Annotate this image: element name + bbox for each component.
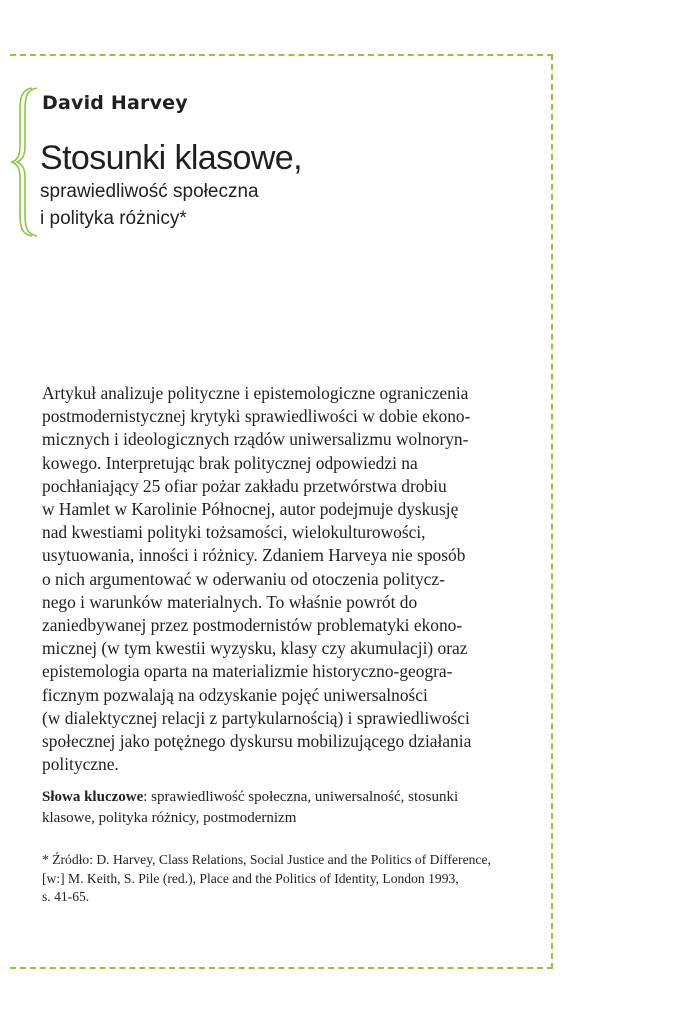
footnote-line: s. 41-65. xyxy=(42,889,90,904)
abstract-line: polityczne. xyxy=(42,754,119,775)
subtitle-line: sprawiedliwość społeczna xyxy=(40,181,259,202)
keywords xyxy=(42,787,522,829)
keywords-list: : sprawiedliwość społeczna, uniwersalność, stosunki xyxy=(143,789,459,805)
abstract-line: micznej (w tym kwestii wyzysku, klasy czy akumulacji) oraz xyxy=(42,638,468,659)
abstract-line: micznych i ideologicznych rządów uniwersalizmu wolnoryn- xyxy=(42,429,469,450)
article-subtitle xyxy=(40,178,259,232)
abstract-line: kowego. Interpretując brak politycznej odpowiedzi na xyxy=(42,452,418,473)
keywords-line: klasowe, polityka różnicy, postmodernizm xyxy=(42,810,297,826)
abstract-line: epistemologia oparta na materializmie historyczno-geogra- xyxy=(42,661,453,682)
abstract-line: Artykuł analizuje polityczne i epistemologiczne ograniczenia xyxy=(42,383,469,403)
footnote-line: [w:] M. Keith, S. Pile (red.), Place and the Politics of Identity, London 1993, xyxy=(42,870,459,886)
abstract-line: nad kwestiami polityki tożsamości, wielokulturowości, xyxy=(42,522,426,543)
curly-brace-ornament xyxy=(10,86,40,238)
abstract-line: usytuowania, inności i różnicy. Zdaniem Harveya nie sposób xyxy=(42,545,466,566)
abstract xyxy=(42,382,520,776)
abstract-line: (w dialektycznej relacji z partykularnością) i sprawiedliwości xyxy=(42,707,470,728)
abstract-line: zaniedbywanej przez postmodernistów problematyki ekono- xyxy=(42,615,463,636)
abstract-line: nego i warunków materialnych. To właśnie powrót do xyxy=(42,591,418,612)
abstract-line: ficznym pozwalają na odzyskanie pojęć uniwersalności xyxy=(42,684,428,705)
author-name: David Harvey xyxy=(42,92,188,114)
abstract-line: postmodernistycznej krytyki sprawiedliwości w dobie ekono- xyxy=(42,406,471,427)
subtitle-line: i polityka różnicy* xyxy=(40,208,187,229)
keywords-label: Słowa kluczowe xyxy=(42,789,144,805)
footnote-line: * Źródło: D. Harvey, Class Relations, Social Justice and the Politics of Difference, xyxy=(42,852,491,867)
source-footnote xyxy=(42,851,522,907)
abstract-line: społecznej jako potężnego dyskursu mobilizującego działania xyxy=(42,731,472,752)
abstract-line: o nich argumentować w oderwaniu od otoczenia politycz- xyxy=(42,568,445,589)
article-title: Stosunki klasowe, xyxy=(40,139,302,177)
abstract-line: w Hamlet w Karolinie Północnej, autor podejmuje dyskusję xyxy=(42,499,459,520)
abstract-line: pochłaniający 25 ofiar pożar zakładu przetwórstwa drobiu xyxy=(42,475,447,496)
keywords-line xyxy=(42,787,522,808)
